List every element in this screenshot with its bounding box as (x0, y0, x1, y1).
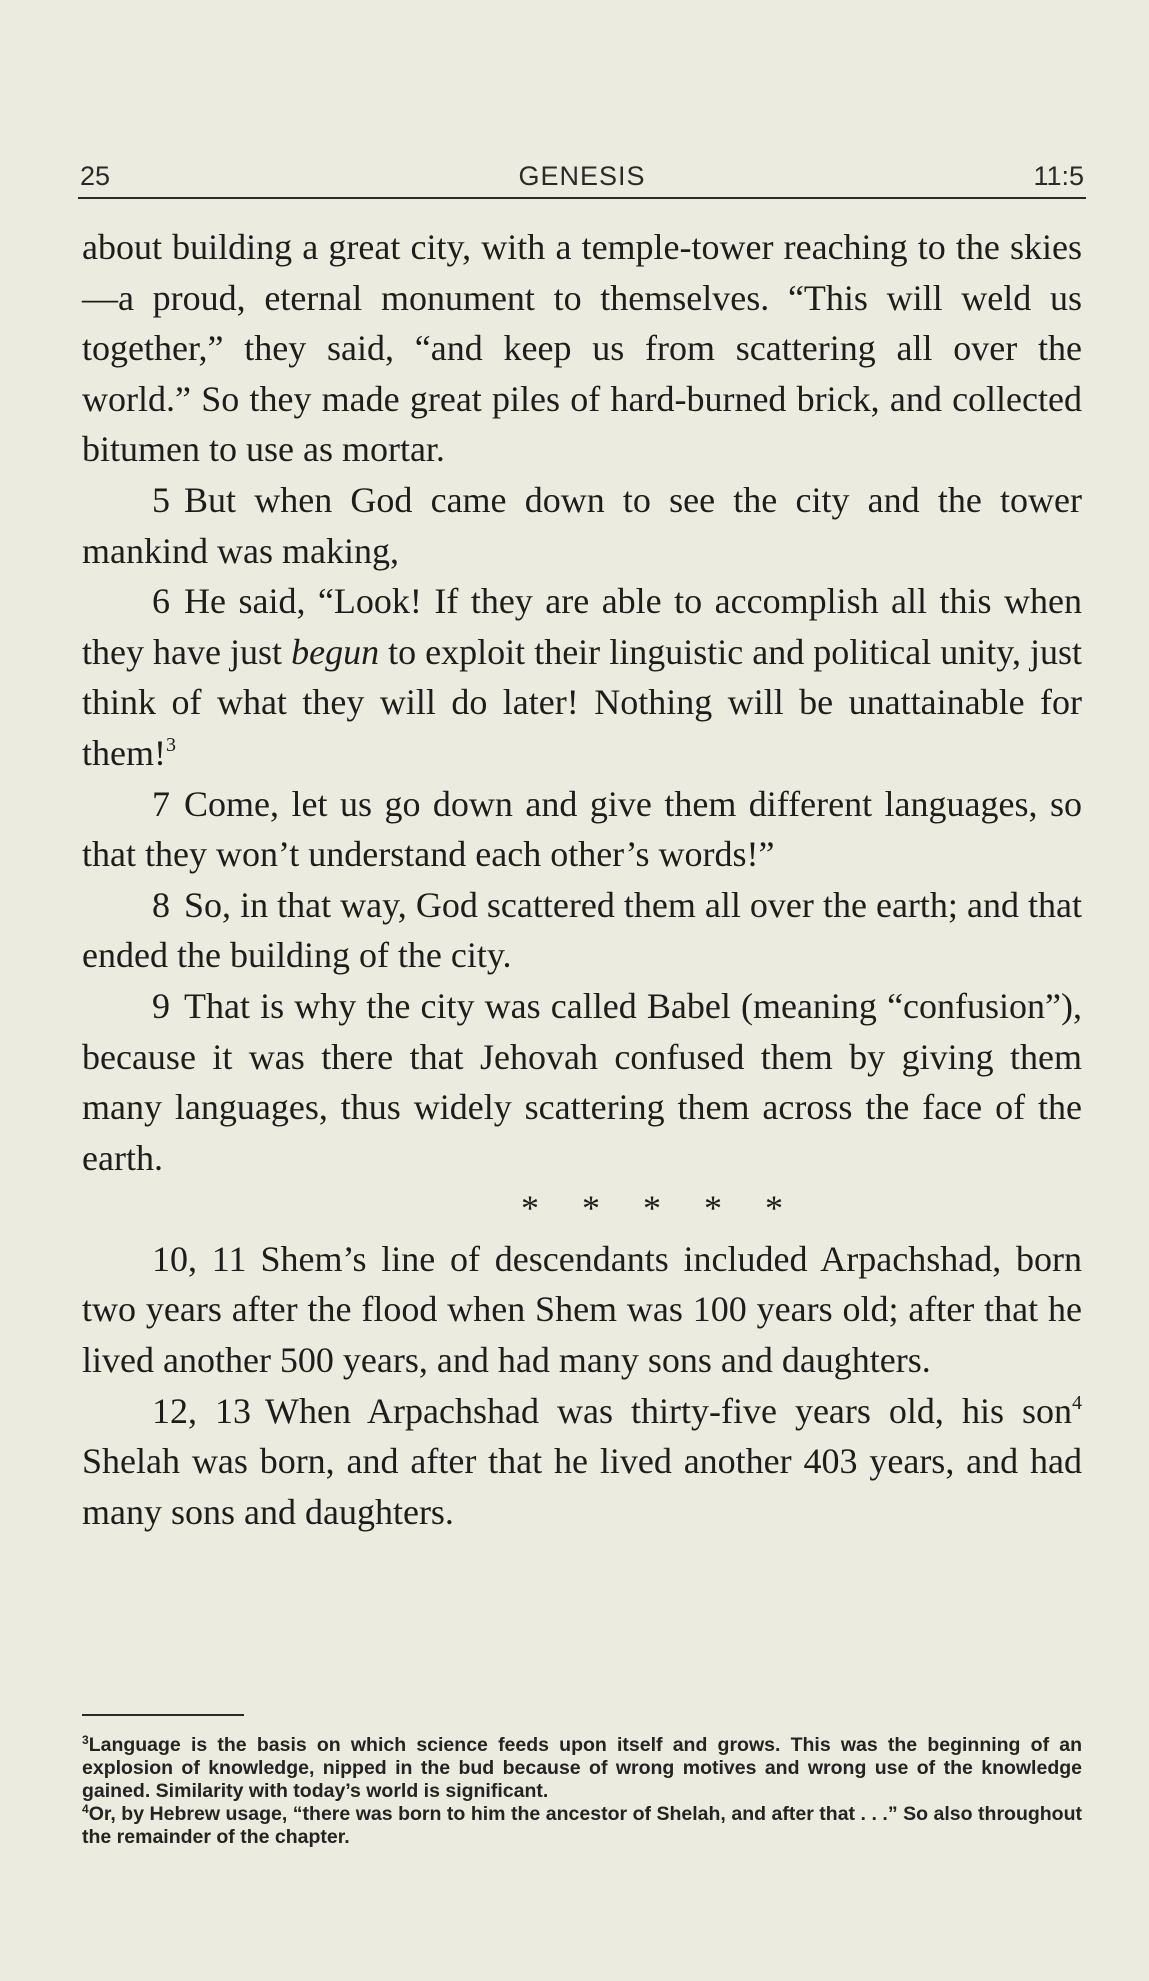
verse-9 (82, 981, 1082, 1183)
verse-text: When Arpachshad was thirty-five years old, his son (265, 1390, 1072, 1431)
chapter-verse-reference: 11:5 (1033, 161, 1084, 191)
section-separator: * * * * * (521, 1188, 783, 1229)
verse-number: 8 (152, 884, 170, 925)
verse-5 (82, 475, 1082, 576)
verse-number: 6 (152, 581, 170, 622)
footnote-text: Or, by Hebrew usage, “there was born to him the ancestor of Shelah, and after that . . .” So also throughout the remainder of the chapter. (82, 1803, 1082, 1848)
paragraph-intro: about building a great city, with a temple-tower reaching to the skies—a proud, eternal monument to themselves. “This will weld us together,” they said, “and keep us from scattering all over the world.” So they made great piles of hard-burned brick, and collected bitumen to use as mortar. (82, 227, 1082, 470)
verse-6 (82, 576, 1082, 778)
verse-text: He said, “Look! If they are able to accomplish all this when they have just (82, 581, 1082, 672)
verse-text: Shem’s line of descendants included Arpachshad, born two years after the flood when Shem was 100 years old; after that he lived another 500 years, and had many sons and daughters. (82, 1238, 1082, 1381)
verse-8 (82, 880, 1082, 981)
verse-text: That is why the city was called Babel (meaning “confusion”), because it was there that Jehovah confused them by giving them many languages, thus widely scattering them across the face of the earth. (82, 985, 1082, 1178)
footnote-ref-4: 4 (1072, 1391, 1082, 1414)
footnote-ref-3: 3 (165, 733, 176, 756)
verse-text: But when God came down to see the city and the tower mankind was making, (82, 479, 1082, 571)
book-title: GENESIS (518, 161, 646, 191)
verse-number: 10, 11 (152, 1238, 247, 1279)
verse-number: 5 (152, 479, 170, 520)
footnote-divider (82, 1714, 244, 1716)
emphasis-word: begun (291, 631, 380, 672)
verse-text-cont: to exploit their linguistic and political unity, just think of what they will do later! Nothing will be unattainable for them! (82, 631, 1082, 773)
footnotes (82, 1734, 1082, 1849)
verse-text-cont: Shelah was born, and after that he lived another 403 years, and had many sons and daughters. (82, 1441, 1082, 1532)
verse-12-13 (82, 1386, 1082, 1538)
verse-number: 12, 13 (152, 1390, 252, 1431)
verse-text: Come, let us go down and give them different languages, so that they won’t understand each other’s words!” (82, 783, 1082, 875)
footnote-4 (82, 1803, 1082, 1849)
main-text (82, 222, 1082, 1537)
footnote-marker: 3 (82, 1733, 89, 1747)
footnote-marker: 4 (82, 1802, 89, 1816)
verse-7 (82, 779, 1082, 880)
page-number: 25 (80, 161, 111, 191)
running-header (78, 157, 1086, 199)
verse-number: 9 (152, 985, 170, 1026)
verse-number: 7 (152, 783, 170, 824)
verse-10-11 (82, 1234, 1082, 1386)
verse-text: So, in that way, God scattered them all over the earth; and that ended the building of the city. (82, 884, 1082, 976)
footnote-text: Language is the basis on which science feeds upon itself and grows. This was the beginning of an explosion of knowledge, nipped in the bud because of wrong motives and wrong use of the knowledge gained. Similarity with today’s world is significant. (82, 1734, 1082, 1802)
footnote-3 (82, 1734, 1082, 1803)
